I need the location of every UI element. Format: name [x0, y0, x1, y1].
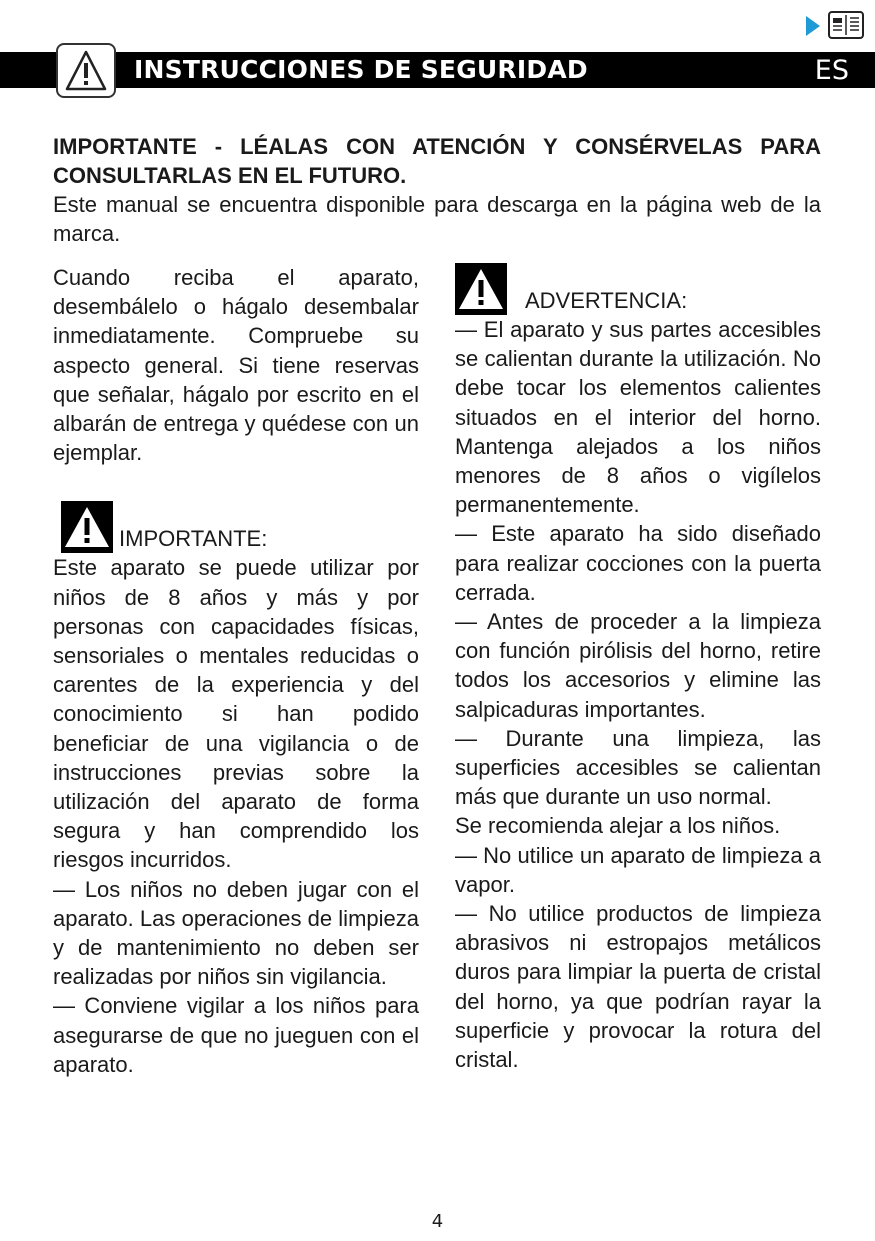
paragraph: Se recomienda alejar a los niños.: [455, 813, 781, 839]
warning-badge: [56, 43, 116, 98]
intro-heading: IMPORTANTE - LÉALAS CON ATENCIÓN Y CONSÉRVELAS PARA CONSULTARLAS EN EL FUTURO.: [53, 134, 821, 188]
paragraph: — Conviene vigilar a los niños para asegurarse de que no jueguen con el aparato.: [53, 993, 419, 1077]
warning-icon: [455, 263, 507, 315]
warning-heading: [455, 263, 821, 315]
paragraph: — Antes de proceder a la limpieza con función pirólisis del horno, retire todos los accesorios y elimine las salpicaduras importantes.: [455, 609, 821, 722]
paragraph: — No utilice productos de limpieza abrasivos ni estropajos metálicos duros para limpiar la puerta de cristal del horno, ya que podrían rayar la superficie y provocar la rotura del cristal.: [455, 901, 821, 1073]
paragraph: — Este aparato ha sido diseñado para realizar cocciones con la puerta cerrada.: [455, 521, 821, 605]
paragraph: — No utilice un aparato de limpieza a vapor.: [455, 842, 821, 897]
warning-label: ADVERTENCIA:: [525, 287, 688, 313]
language-code: ES: [814, 55, 849, 86]
page-number: 4: [431, 1211, 444, 1232]
paragraph: — Durante una limpieza, las superficies accesibles se calientan más que durante un uso normal.: [455, 725, 821, 810]
paragraph: — El aparato y sus partes accesibles se calientan durante la utilización. No debe tocar los elementos calientes situados en el interior del horno. Mantenga alejados a los niños menores de 8 años o vigílelos permanentemente.: [455, 317, 821, 518]
page-title: INSTRUCCIONES DE SEGURIDAD: [134, 55, 588, 84]
manual-book-icon[interactable]: [828, 11, 864, 39]
intro-section: [53, 132, 821, 248]
right-column: [455, 263, 821, 1074]
next-arrow-icon[interactable]: [806, 16, 820, 36]
reception-paragraph: Cuando reciba el aparato, desembálelo o hágalo desembalar inmediatamente. Compruebe su aspecto general. Si tiene reservas que señalar, hágalo por escrito en el albarán de entrega y quédese con un ejemplar.: [53, 265, 419, 466]
paragraph: — Los niños no deben jugar con el aparato. Las operaciones de limpieza y de mantenimiento no deben ser realizadas por niños sin vigilancia.: [53, 876, 419, 990]
important-heading: [53, 501, 419, 553]
warning-icon: [61, 501, 113, 553]
warning-triangle-icon: [64, 49, 108, 93]
intro-body: Este manual se encuentra disponible para descarga en la página web de la marca.: [53, 192, 821, 246]
left-column: [53, 263, 419, 1079]
paragraph: Este aparato se puede utilizar por niños de 8 años y más y por personas con capacidades físicas, sensoriales o mentales reducidas o carentes de la experiencia y del conocimiento si han podido beneficiar de una vigilancia o de instrucciones previas sobre la utilización del aparato de forma segura y han comprendido los riesgos incurridos.: [53, 555, 419, 873]
important-label: IMPORTANTE:: [119, 526, 268, 552]
